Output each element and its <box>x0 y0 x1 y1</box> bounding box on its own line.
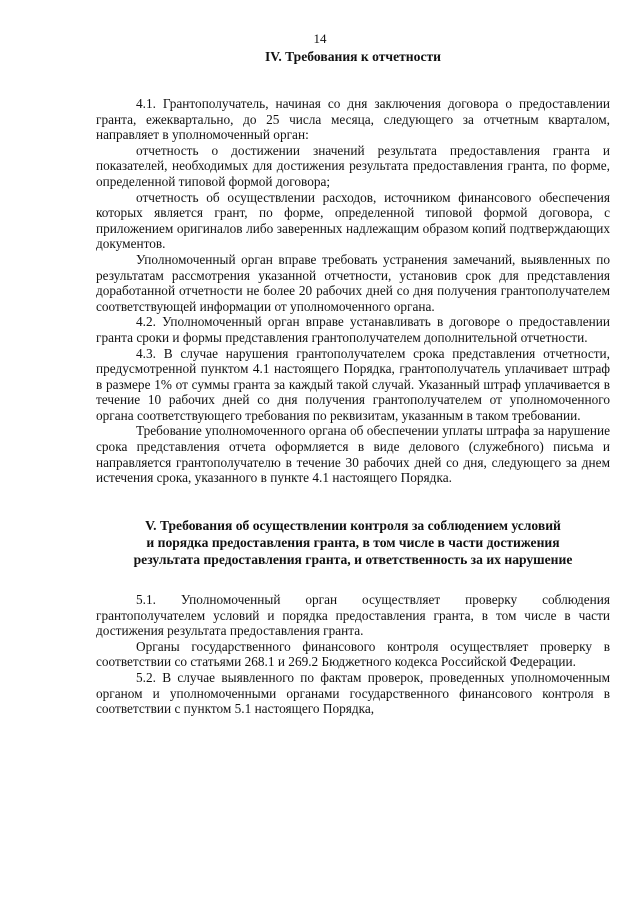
paragraph-4-1: 4.1. Грантополучатель, начиная со дня заключения договора о предоставлении гранта, ежеквартально, до 25 числа месяца, следующего за отчетным кварталом, направляет в уполномоченный орган: <box>96 96 610 143</box>
page-number: 14 <box>313 31 327 46</box>
section-4-title: IV. Требования к отчетности <box>264 49 441 64</box>
paragraph-5-1: 5.1. Уполномоченный орган осуществляет проверку соблюдения грантополучателем условий и порядка предоставления гранта, в том числе в части достижения результата предоставления гранта. <box>96 592 610 639</box>
paragraph-4-3-penalty-demand: Требование уполномоченного органа об обеспечении уплаты штрафа за нарушение срока представления отчета оформляется в виде делового (служебного) письма и направляется грантополучателю в течение 30 рабочих дней со дня, следующего за днем истечения срока, указанного в пункте 4.1 настоящего Порядка. <box>96 423 610 486</box>
paragraph-4-1-item-expenses: отчетность об осуществлении расходов, источником финансового обеспечения которых является грант, по форме, определенной типовой формой договора, с приложением оригиналов либо заверенных надлежащим образом копий подтверждающих документов. <box>96 189 610 252</box>
section-5-title-line: и порядка предоставления гранта, в том числе в части достижения <box>146 535 560 550</box>
paragraph-5-1-state-control: Органы государственного финансового контроля осуществляет проверку в соответствии со статьями 268.1 и 269.2 Бюджетного кодекса Российской Федерации. <box>96 638 610 670</box>
paragraph-4-1-item-results: отчетность о достижении значений результата предоставления гранта и показателей, необходимых для достижения результата предоставления гранта, по форме, определенной типовой формой договора; <box>96 142 610 189</box>
paragraph-4-3: 4.3. В случае нарушения грантополучателем срока представления отчетности, предусмотренной пунктом 4.1 настоящего Порядка, грантополучатель уплачивает штраф в размере 1% от суммы гранта за каждый такой случай. Указанный штраф уплачивается в течение 10 рабочих дней со дня получения грантополучателем от уполномоченного органа соответствующего требования по реквизитам, указанным в таком требовании. <box>96 345 610 423</box>
section-control-requirements <box>96 517 610 717</box>
section-5-title-line: результата предоставления гранта, и ответственность за их нарушение <box>133 552 573 567</box>
section-5-title-line: V. Требования об осуществлении контроля за соблюдением условий <box>145 518 561 533</box>
section-5-title <box>96 517 610 568</box>
paragraph-5-2: 5.2. В случае выявленного по фактам проверок, проведенных уполномоченным органом и уполномоченными органами государственного финансового контроля в соответствии с пунктом 5.1 настоящего Порядка, <box>96 669 610 717</box>
section-reporting-requirements <box>96 48 610 486</box>
paragraph-4-1-remarks: Уполномоченный орган вправе требовать устранения замечаний, выявленных по результатам рассмотрения указанной отчетности, установив срок для представления доработанной отчетности не более 20 рабочих дней со дня получения грантополучателем соответствующей информации от уполномоченного органа. <box>96 251 610 314</box>
paragraph-4-2: 4.2. Уполномоченный орган вправе устанавливать в договоре о предоставлении гранта сроки и формы представления грантополучателем дополнительной отчетности. <box>96 314 610 345</box>
